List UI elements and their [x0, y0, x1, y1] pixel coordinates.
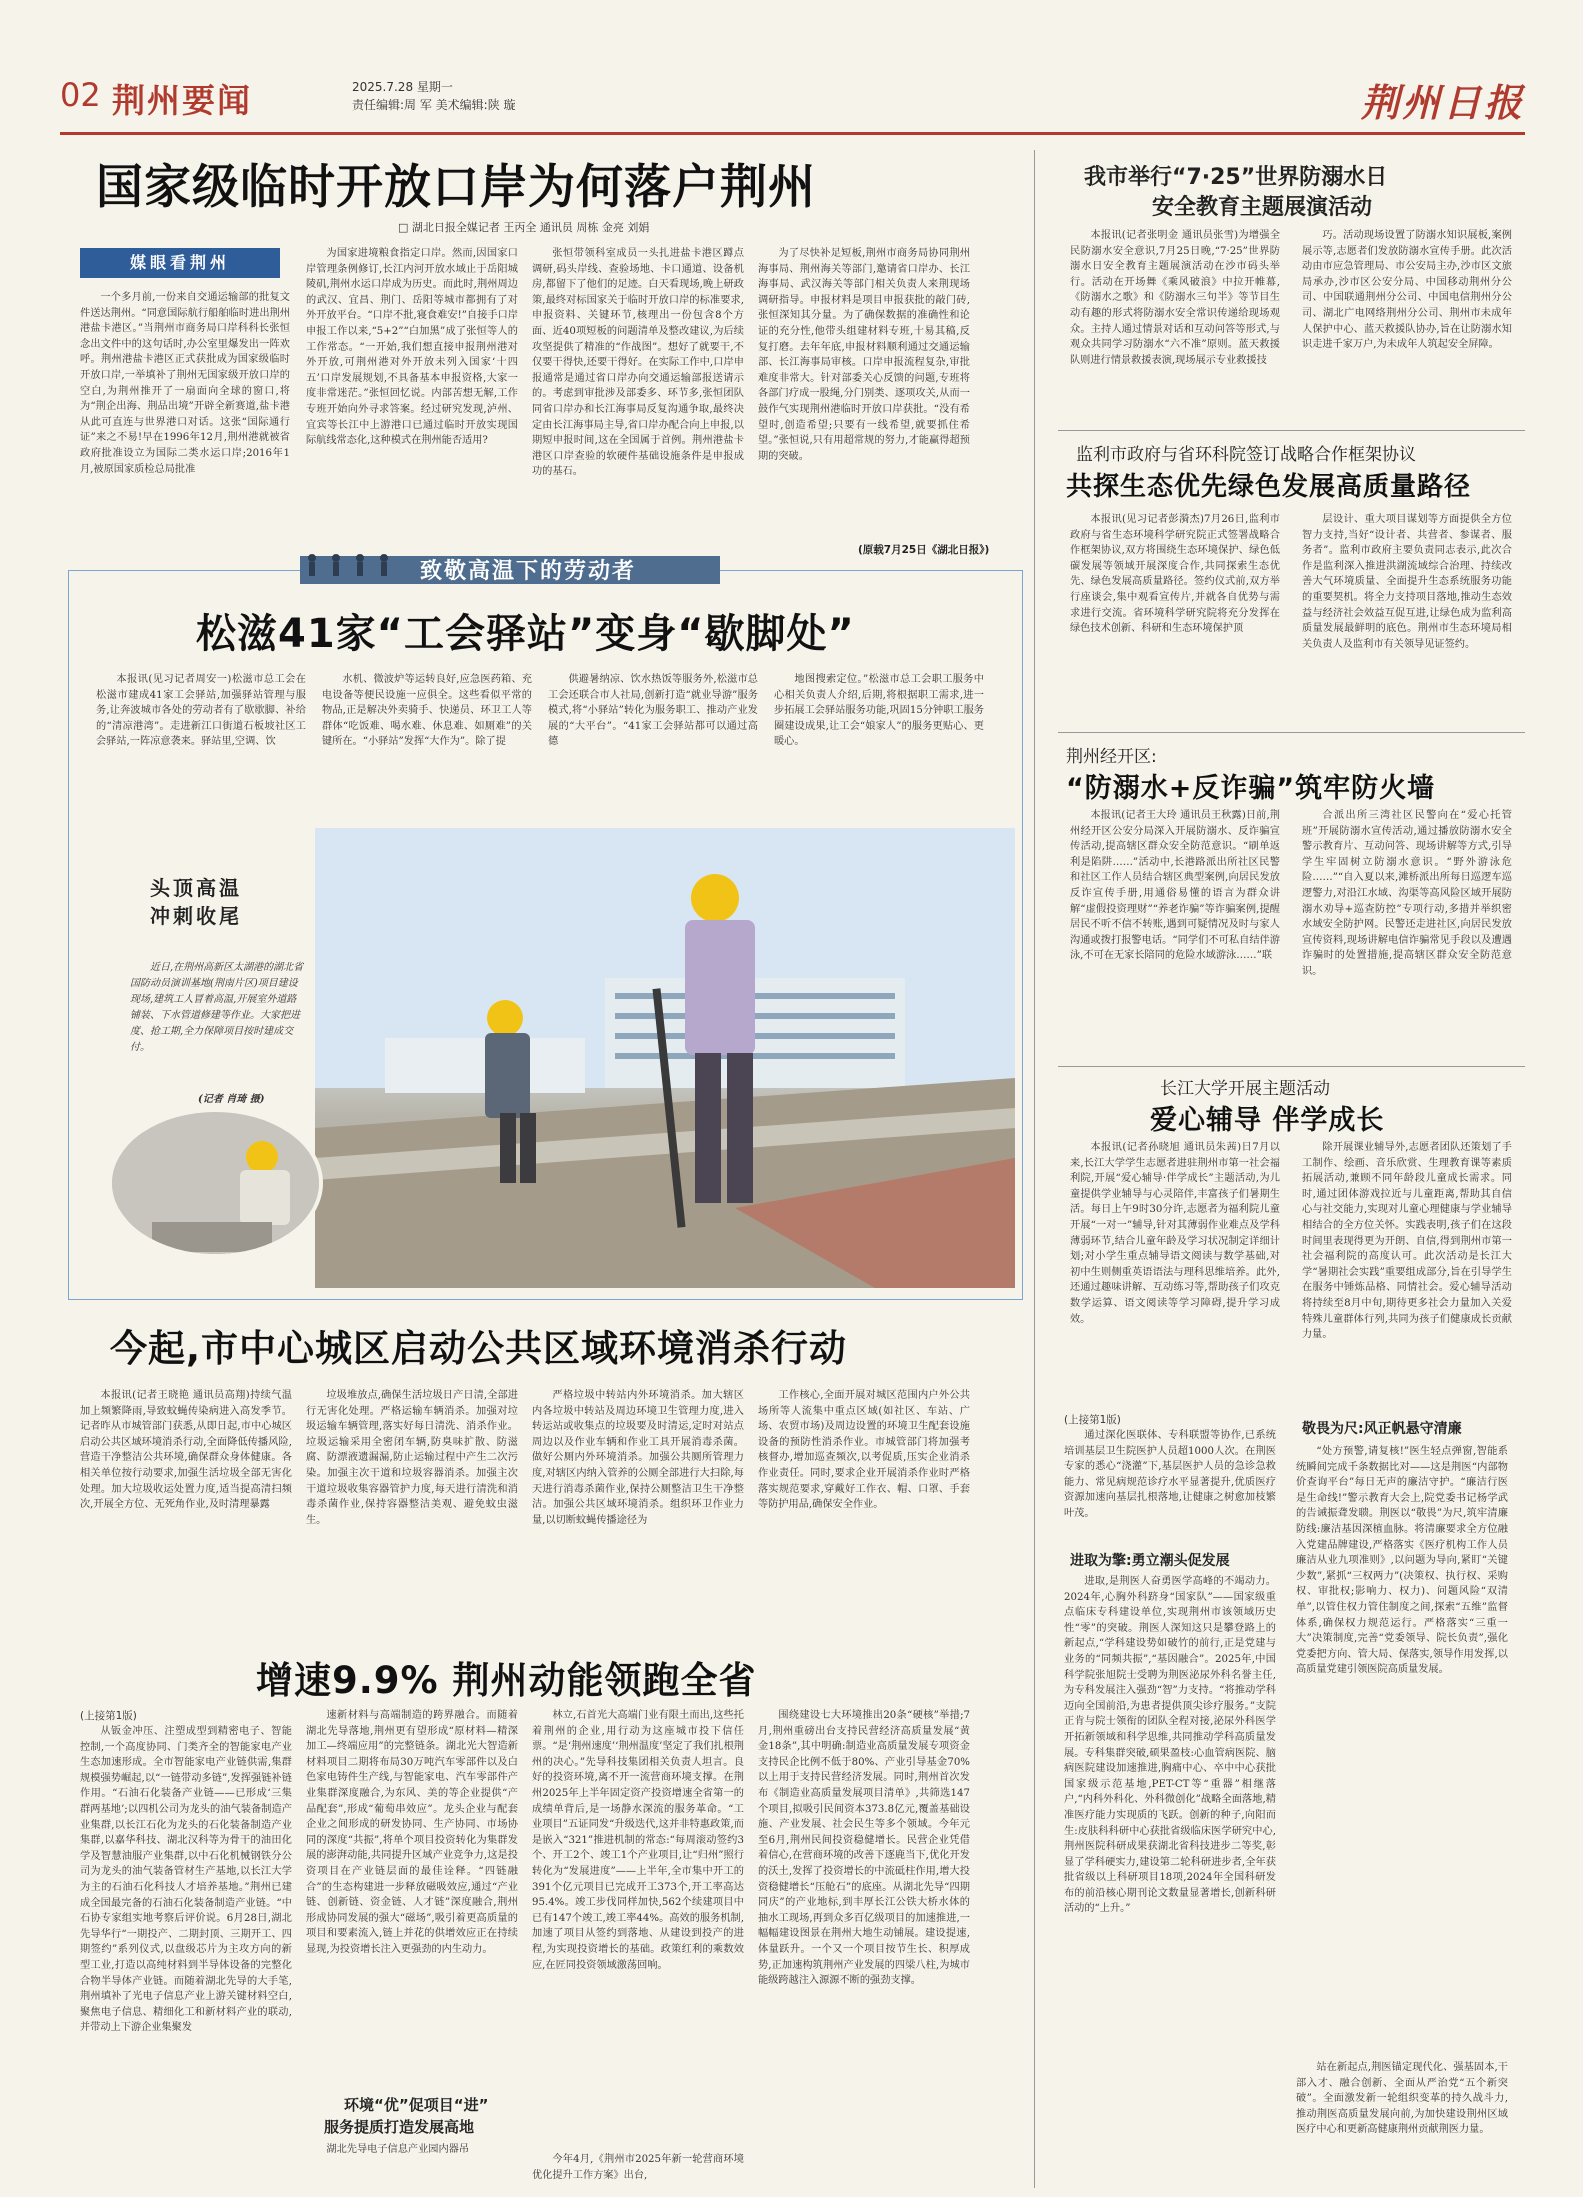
special-col4: 地图搜索定位。”松滋市总工会职工服务中心相关负责人介绍,后期,将根据职工需求,进一步拓展工会驿站服务功能,巩固15分钟职工服务圈建设成果,让工会“娘家人”的服务更贴心、更暖心。 [774, 674, 984, 748]
story5-kicker: 长江大学开展主题活动 [1160, 1079, 1330, 1099]
story1-headline: 国家级临时开放口岸为何落户荆州 [96, 160, 816, 215]
inset-photo [108, 1108, 323, 1258]
story3-headline: 共探生态优先绿色发展高质量路径 [1066, 472, 1472, 502]
story5-col1: 本报讯(记者孙晓旭 通讯员朱茜)日7月以来,长江大学学生志愿者进驻荆州市第一社会福利院,开展“爱心辅导·伴学成长”主题活动,为儿童提供学业辅导与心灵陪伴,丰富孩子们暑期生活。每日上午9时30分许,志愿者为福利院儿童开展“一对一”辅导,针对其薄弱作业难点及学科薄弱环节,结合儿童年龄及学习状况制定详细计划;对小学生重点辅导语文阅读与数学基础,对初中生则侧重英语语法与理科思维培养。此外,还通过趣味讲解、互动练习等,帮助孩子们攻克数学运算、语文阅读等学习障碍,提升学习成效。 [1070, 1142, 1280, 1325]
story2-headline-1: 我市举行“7·25”世界防溺水日 [1084, 165, 1388, 190]
story8-col2b: 站在新起点,荆医锚定现代化、强基固本,干部入才、融合创新、全面从严治党“五个新突破”。全面激发新一轮组织变革的持久战斗力,推动荆医高质量发展向前,为加快建设荆州区域医疗中心和更新高健康荆州贡献荆医力量。 [1296, 2062, 1508, 2136]
runner-silhouette-icon [300, 552, 420, 584]
story7-col1: 从钣金冲压、注塑成型到精密电子、智能控制,一个高度协同、门类齐全的智能家电产业生态加速形成。全市智能家电产业链供需,集群规模强势崛起,以“一链带动多链”,发挥强链补链作用。“石油石化装备产业链——已形成‘三集群两基地’;以四机公司为龙头的油气装备制造产业集群,以长江石化为龙头的石化装备制造产业集群,以嘉华科技、湖北汉科等为骨干的油田化学及智慧油服产业集群,以中石化机械钢铁分公司为龙头的油气装备管材生产基地,以长江大学为主的石油石化科技人才培养基地。”荆州已建成全国最完备的石油石化装备制造产业链。“中石协专家组实地考察后评价说。6月28日,湖北先导华行“一期投产、二期封顶、三期开工、四期签约”系列仪式,以盘级芯片为主攻方向的新型工业,打造以高纯材料到半导体设备的完整化合物半导体产业链。而随着湖北先导的大手笔,荆州填补了光电子信息产业上游关键材料空白,聚焦电子信息、精细化工和新材料产业的联动,并带动上下游企业集聚发 [80, 1726, 292, 2034]
photo-title-2: 冲刺收尾 [150, 904, 242, 928]
story3-col2: 层设计、重大项目谋划等方面提供全方位智力支持,当好“设计者、共营者、参谋者、服务者”。监利市政府主要负责同志表示,此次合作是监利深入推进洪湖流域综合治理、持续改善大气环境质量、全面提升生态系统服务功能的重要契机。将全力支持项目落地,推动生态效益与经济社会效益互促互进,让绿色成为监利高质量发展最鲜明的底色。荆州市生态环境局相关负责人及监利市有关领导见证签约。 [1302, 514, 1512, 650]
special-headline: 松滋41家“工会驿站”变身“歇脚处” [196, 611, 855, 657]
issue-date: 2025.7.28 星期一 [352, 80, 453, 94]
special-col3: 供避暑纳凉、饮水热饭等服务外,松滋市总工会还联合市人社局,创新打造“就业导游”服务模式,将“小驿站”转化为服务职工、推动产业发展的“大平台”。“41家工会驿站都可以通过高德 [548, 674, 758, 748]
story4-col2: 合派出所三湾社区民警向在“爱心托管班”开展防溺水宣传活动,通过播放防溺水安全警示教育片、互动问答、现场讲解等方式,引导学生牢固树立防溺水意识。“野外游泳危险……”“自入夏以来,滩桥派出所每日巡逻车巡逻警力,对沿江水域、沟渠等高风险区域开展防溺水劝导+巡查防控”专项行动,多措并举织密水域安全防护网。民警还走进社区,向居民发放宣传资料,现场讲解电信诈骗常见手段以及遭遇诈骗时的处置措施,提高辖区群众安全防范意识。 [1302, 810, 1512, 977]
story3-kicker: 监利市政府与省环科院签订战略合作框架协议 [1076, 445, 1416, 465]
story7-continued-mark: (上接第1版) [80, 1710, 137, 1722]
byline-square-icon: □ [398, 221, 412, 234]
story7-headline: 增速9.9% 荆州动能领跑全省 [256, 1659, 757, 1702]
story8-col2: “处方预警,请复核!”医生轻点弹窗,智能系统瞬间完成千条数据比对——这是荆医“内部物价查询平台”每日无声的廉洁守护。“廉洁行医是生命线!”警示教育大会上,院党委书记杨学武的告诫振聋发聩。荆医以“敬畏”为尺,筑牢清廉防线:廉洁基因深植血脉。将清廉要求全方位融入党建品牌建设,严格落实《医疗机构工作人员廉洁从业九项准则》,以问题为导向,紧盯“关键少数”,紧抓“三权两力”(决策权、执行权、采购权、审批权;影响力、权力)、问题风险“双清单”,以管住权力管住制度之间,探索“五维”监督体系,确保权力规范运行。严格落实“三重一大”决策制度,完善“党委领导、院长负责”,强化党委把方向、管大局、保落实,领导作用发挥,以高质量党建引领医院高质量发展。 [1296, 1446, 1508, 1676]
newspaper-logo: 荆州日报 [1360, 80, 1525, 125]
story6-col2: 垃圾堆放点,确保生活垃圾日产日清,全部进行无害化处理。严格运输车辆消杀。加强对垃圾运输车辆管理,落实好每日清洗、消杀作业。垃圾运输采用全密闭车辆,防臭味扩散、防滋腐、防漂液遗漏漏,防止运输过程中产生二次污染。加强主次干道和垃圾容器消杀。加强主次干道垃圾收集容器管护力度,每天进行清洗和消毒杀菌作业,保持容器整洁美观、避免蚊虫滋生。 [306, 1390, 518, 1526]
story7-col3: 林立,石首光大高端门业有限土而出,这些托着荆州的企业,用行动为这座城市投下信任票。“是‘荆州速度’‘荆州温度’坚定了我们扎根荆州的决心。”先导科技集团相关负责人坦言。良好的投资环境,离不开一流营商环境支撑。在荆州2025年上半年固定资产投资增速全省第一的成绩单背后,是一场静水深流的服务革命。“工业项目”五证同发“升级迭代,这并非特惠政策,而是嵌入“321”推进机制的常态:“每周滚动签约3个、开工2个、竣工1个产业项目,让“归州”照行转化为“发展进度”——上半年,全市集中开工的391个亿元项目已完成开工373个,开工率高达95.4%。竣工步伐同样加快,562个续建项目中已有147个竣工,竣工率44%。高效的服务机制,加速了项目从签约到落地、从建设到投产的进程,为实现投资增长的基础。政策红利的乘数效应,在匠同投资领域激荡回响。 [532, 1710, 744, 1971]
story8-subhead-2: 敬畏为尺:风正帆悬守清廉 [1302, 1421, 1462, 1437]
story6-col3: 严格垃圾中转站内外环境消杀。加大辖区内各垃圾中转站及周边环境卫生管理力度,进入转运站或收集点的垃圾要及时清运,定时对站点周边以及作业车辆和作业工具开展消毒杀菌。做好公厕内外环境消杀。加强公共厕所管理力度,对辖区内纳入管养的公厕全部进行大扫除,每天进行消毒杀菌作业,保持公厕整洁卫生干净整洁。加强公共区域环境消杀。组织环卫作业力量,以切断蚊蝇传播途径为 [532, 1390, 744, 1526]
page-number: 02 [60, 76, 101, 114]
story5-headline: 爱心辅导 伴学成长 [1150, 1105, 1385, 1136]
story8-continued-mark: (上接第1版) [1064, 1414, 1121, 1426]
story7-box-title-1: 环境“优”促项目“进” [344, 2096, 489, 2114]
story7-col2b: 湖北先导电子信息产业园内器吊 [326, 2144, 470, 2155]
story1-col1: 一个多月前,一份来自交通运输部的批复文件送达荆州。“同意国际航行船舶临时进出荆州港盐卡港区。”当荆州市商务局口岸科科长张恒念出文件中的这句话时,办公室里爆发出一阵欢呼。荆州港盐卡港区正式获批成为国家级临时开放口岸,一举填补了荆州无国家级开放口岸的空白,为荆州推开了一扇面向全球的窗口,将为“荆企出海、荆品出境”开辟全新赛道,盐卡港从此可直连与世界港口对话。这张“国际通行证”来之不易!早在1996年12月,荆州港就被省政府批准设立为国际二类水运口岸;2016年1月,被原国家质检总局批准 [80, 292, 290, 475]
header-rule [60, 132, 1525, 135]
section-divider [1058, 732, 1525, 733]
story6-headline: 今起,市中心城区启动公共区域环境消杀行动 [110, 1327, 848, 1370]
banner-runner-icon [300, 552, 420, 584]
story2-col1: 本报讯(记者张明金 通讯员张雪)为增强全民防溺水安全意识,7月25日晚,“7·25”世界防溺水日安全教育主题展演活动在沙市码头举行。活动在开场舞《乘风破浪》中拉开帷幕,《防溺水之歌》和《防溺水三句半》等节目生动有趣的形式将防溺水安全常识传递给现场观众。主持人通过情景对话和互动问答等形式,与观众共同学习防溺水“六不准”原则。蓝天救援队则进行情景救援表演,现场展示专业救援技 [1070, 230, 1280, 366]
story1-source: (原载7月25日《湖北日报》) [858, 544, 990, 556]
story7-box-title-2: 服务提质打造发展高地 [324, 2118, 475, 2136]
story2-col2: 巧。活动现场设置了防溺水知识展板,案例展示等,志愿者们发放防溺水宣传手册。此次活动由市应急管理局、市公安局主办,沙市区文旅局承办,沙市区公安分局、中国移动荆州分公司、中国联通荆州分公司、中国电信荆州分公司、湖北广电网络荆州分公司、荆州市未成年人保护中心、蓝天救援队协办,旨在让防溺水知识走进千家万户,为未成年人筑起安全屏障。 [1302, 230, 1512, 351]
section-divider [1058, 1066, 1525, 1067]
story4-headline: “防溺水+反诈骗”筑牢防火墙 [1066, 773, 1436, 804]
story1-col3: 张恒带领科室成员一头扎进盐卡港区蹲点调研,码头岸线、查验场地、卡口通道、设备机房,都留下了他们的足迹。白天看现场,晚上研政策,最终对标国家关于临时开放口岸的标准要求,申报资料、关键环节,核理出一份包含8个方面、近40项短板的问题清单及整改建议,为后续攻坚提供了精准的“作战图”。想好了就要干,不仅要干得快,还要干得好。在实际工作中,口岸申报通常是通过省口岸办向交通运输部报送请示的。考虑到审批涉及部委多、环节多,张恒团队同省口岸办和长江海事局反复沟通争取,最终决定由长江海事局主导,省口岸办配合向上申报,以期短申报时间,这在全国属于首例。荆州港盐卡港区口岸查验的软硬件基础设施条件是申报成功的基石。 [532, 248, 744, 478]
story7-col3b: 今年4月,《荆州市2025年新一轮营商环境优化提升工作方案》出台, [532, 2154, 744, 2181]
construction-photo [315, 828, 1015, 1288]
story6-col4: 工作核心,全面开展对城区范围内户外公共场所等人流集中重点区域(如社区、车站、广场、农贸市场)及周边设置的环境卫生配套设施设备的预防性消杀作业。市城管部门将加强考核督办,增加巡查频次,以考促质,压实企业消杀作业责任。同时,要求企业开展消杀作业时严格落实规范要求,穿戴好工作衣、帽、口罩、手套等防护用品,确保安全作业。 [758, 1390, 970, 1511]
photo-credit: (记者 肖琦 摄) [198, 1094, 265, 1105]
story6-col1: 本报讯(记者王晓艳 通讯员高翔)持续气温加上频繁降雨,导致蚊蝇传染病进入高发季节。记者昨从市城管部门获悉,从即日起,市中心城区启动公共区域环境消杀行动,全面降低传播风险,营造干净整洁公共环境,确保群众身体健康。各相关单位按行动要求,加强生活垃圾全部无害化处理。加大垃圾收运处置力度,适当提高清扫频次,开展全方位、无死角作业,及时清理暴露 [80, 1390, 292, 1511]
story7-col2: 速新材料与高端制造的跨界融合。而随着湖北先导落地,荆州更有望形成“原材料—精深加工—终端应用”的完整链条。湖北光大智造新材料项目二期将布局30万吨汽车零部件以及白色家电铸件生产线,与智能家电、汽车零部件产业集群深度融合,为东风、美的等企业提供“产品配套”,形成“葡萄串效应”。龙头企业与配套企业之间形成的研发协同、生产协同、市场协同的深度“共振”,将单个项目投资转化为集群发展的澎湃动能,共同提升区域产业竞争力,这是投资项目在产业链层面的最佳诠释。“四链融合”的生态构建进一步释放磁吸效应,通过“产业链、创新链、资金链、人才链”深度融合,荆州形成协同发展的强大“磁场”,吸引着更高质量的项目和要素流入,链上并花的供增效应正在持续显现,为投资增长注入更强劲的内生动力。 [306, 1710, 518, 1955]
story7-col4: 围绕建设七大环境推出20条“硬核”举措;7月,荆州重磅出台支持民营经济高质量发展“黄金18条”,其中明确:制造业高质量发展专项资金支持民企比例不低于80%、产业引导基金70%以上用于支持民营经济发展。同时,荆州首次发布《制造业高质量发展项目清单》,共筛选147个项目,拟吸引民间资本373.8亿元,覆盖基础设施、产业发展、社会民生等多个领域。今年元至6月,荆州民间投资稳健增长。民营企业凭借着信心,在营商环境的改善下逐鹿当下,优化开发的沃土,发挥了投资增长的中流砥柱作用,增大投资稳健增长“压舱石”的底座。从湖北先导“四期同庆”的产业地标,到丰厚长江公铁大桥水体的抽水工现场,再到众多百亿级项目的加速推进,一幅幅建设图景在荆州大地生动铺展。建设提速,体量跃升。一个又一个项目按节生长、积厚成势,正加速构筑荆州产业发展的四梁八柱,为城市能级跨越注入源源不断的强劲支撑。 [758, 1710, 970, 1987]
editors: 责任编辑:周 军 美术编辑:陕 璇 [352, 98, 516, 112]
story1-byline [398, 219, 649, 235]
story1-byline-text: 湖北日报全媒记者 王丙全 通讯员 周栋 金亮 刘娟 [411, 221, 650, 234]
story1-column-tag: 媒眼看荆州 [80, 248, 280, 278]
page-header [60, 72, 1525, 130]
special-col1: 本报讯(见习记者周安一)松滋市总工会在松滋市建成41家工会驿站,加强驿站管理与服务,让奔波城市各处的劳动者有了歇歇脚、补给的“清凉港湾”。走进新江口街道石板坡社区工会驿站,一阵凉意袭来。驿站里,空调、饮 [96, 674, 306, 748]
construction-scene-illustration [315, 828, 1015, 1288]
photo-caption: 近日,在荆州高新区太湖港的湖北省国防动员演训基地(荆南片区)项目建设现场,建筑工人冒着高温,开展室外道路铺装、下水管道修建等作业。大家把进度、抢工期,全力保障项目按时建成交付。 [130, 962, 304, 1053]
story5-col2: 除开展课业辅导外,志愿者团队还策划了手工制作、绘画、音乐欣赏、生理教育课等素质拓展活动,兼顾不同年龄段儿童成长需求。同时,通过团体游戏拉近与儿童距离,帮助其自信心与社交能力,实现对儿童心理健康与学业辅导相结合的全方位关怀。实践表明,孩子们在这段时间里表现得更为开朗、自信,得到荆州市第一社会福利院的高度认可。此次活动是长江大学“暑期社会实践”重要组成部分,旨在引导学生在服务中锤炼品格、同情社会。爱心辅导活动将持续至8月中旬,期待更多社会力量加入关爱特殊儿童群体行列,共同为孩子们健康成长贡献力量。 [1302, 1142, 1512, 1341]
special-col2: 水机、微波炉等运转良好,应急医药箱、充电设备等便民设施一应俱全。这些看似平常的物品,正是解决外卖骑手、快递员、环卫工人等群体“吃饭难、喝水难、休息难、如厕难”的关键所在。“小驿站”发挥“大作为”。除了提 [322, 674, 532, 748]
story8-col1b: 进取,是荆医人奋勇医学高峰的不竭动力。2024年,心胸外科跻身“国家队”——国家级重点临床专科建设单位,实现荆州市该领域历史性“零”的突破。荆医人深知这只是攀登路上的新起点,“学科建设势如破竹的前行,正是党建与业务的“同频共振”,“基因融合”。2025年,中国科学院张旭院士受聘为荆医泌尿外科名誉主任,为专科发展注入强劲“智”力支持。“将推动学科迈向全国前沿,为患者提供顶尖诊疗服务。”支院正肯与院士领衔的团队全程对接,泌尿外科医学开拓新领域和科学思维,共同推动学科高质量发展。专科集群突破,硕果盈枝:心血管病医院、脑病医院建设加速推进,胸痛中心、卒中中心获批国家级示范基地,PET-CT等“重器”相继落户,“内科外科化、外科微创化”战略全面落地,精准医疗能力实现质的飞跃。创新的种子,向阳而生:皮肤科科研中心获批省级临床医学研究中心,荆州医院科研成果获湖北省科技进步二等奖,彰显了学科硬实力,建设第二轮科研进步者,全年获批省级以上科研项目18项,2024年全国科研发布的前沿核心期刊论文数量显著增长,创新科研活动的“上升。” [1064, 1576, 1276, 1915]
worker-kneeling-illustration [112, 1112, 323, 1258]
photo-title-1: 头顶高温 [150, 876, 242, 900]
story3-col1: 本报讯(见习记者彭漪杰)7月26日,监利市政府与省生态环境科学研究院正式签署战略合作框架协议,双方将围绕生态环境保护、绿色低碳发展等领域开展深度合作,共同探索生态优先、绿色发展高质量路径。签约仪式前,双方举行座谈会,集中观看宣传片,并就各自优势与需求进行交流。省环境科学研究院将充分发挥在绿色技术创新、科研和生态环境保护顶 [1070, 514, 1280, 635]
story1-col2: 为国家进境粮食指定口岸。然而,因国家口岸管理条例修订,长江内河开放水域止于岳阳城陵矶,荆州水运口岸成为历史。而此时,荆州周边的武汉、宜昌、荆门、岳阳等城市都拥有了对外开放平台。“口岸不批,寝食难安!”自接手口岸申报工作以来,“5+2”“白加黑”成了张恒等人的工作常态。“一开始,我们想直接申报荆州港对外开放,可荆州港对外开放未列入国家‘十四五’口岸发展规划,不具备基本申报资格,大家一度非常迷茫。”张恒回忆说。内部苦想无解,工作专班开始向外寻求答案。经过研究发现,泸州、宜宾等长江中上游港口已通过临时开放实现国际航线常态化,这种模式在荆州能否适用? [306, 248, 518, 447]
column-divider [1034, 150, 1035, 1500]
section-divider [1034, 1408, 1035, 2188]
special-banner: 致敬高温下的劳动者 [420, 559, 637, 584]
story8-col1: 通过深化医联体、专科联盟等协作,已系统培训基层卫生院医护人员超1000人次。在荆医专家的悉心“浇灌”下,基层医护人员的急诊急救能力、常见病规范诊疗水平显著提升,优质医疗资源加速向基层扎根落地,让健康之树愈加枝繁叶茂。 [1064, 1430, 1276, 1519]
story2-headline-2: 安全教育主题展演活动 [1152, 195, 1373, 220]
story1-col4: 为了尽快补足短板,荆州市商务局协同荆州海事局、荆州海关等部门,邀请省口岸办、长江海事局、武汉海关等部门相关负责人来荆现场调研指导。申报材料是项目申报获批的敲门砖,张恒深知其分量。为了确保数据的准确性和论证的充分性,他带头组建材料专班,十易其稿,反复打磨。去年年底,申报材料顺利通过交通运输部、长江海事局审核。口岸申报流程复杂,审批难度非常大。针对部委关心反馈的问题,专班将各部门疗成一股绳,分门别类、逐项攻关,从而一鼓作气实现荆州港临时开放口岸获批。“没有希望时,创造希望;只要有一线希望,就要抓住希望。”张恒说,只有用超常规的努力,才能赢得超预期的突破。 [758, 248, 970, 462]
section-name: 荆州要闻 [112, 81, 252, 120]
story4-col1: 本报讯(记者王大玲 通讯员王秋露)日前,荆州经开区公安分局深入开展防溺水、反诈骗宣传活动,提高辖区群众安全防范意识。“刷单返利是陷阱……”活动中,长港路派出所社区民警和社区工作人员结合辖区典型案例,向居民发放反诈宣传手册,用通俗易懂的语言为群众讲解“虚假投资理财”“养老诈骗”等诈骗案例,提醒居民不听不信不转账,遇到可疑情况及时与家人沟通或拨打报警电话。“同学们不可私自结伴游泳,不可在无家长陪同的危险水域游泳……”联 [1070, 810, 1280, 962]
story8-subhead-1: 进取为擎:勇立潮头促发展 [1070, 1553, 1230, 1569]
section-divider [1058, 430, 1525, 431]
story4-kicker: 荆州经开区: [1066, 747, 1157, 767]
